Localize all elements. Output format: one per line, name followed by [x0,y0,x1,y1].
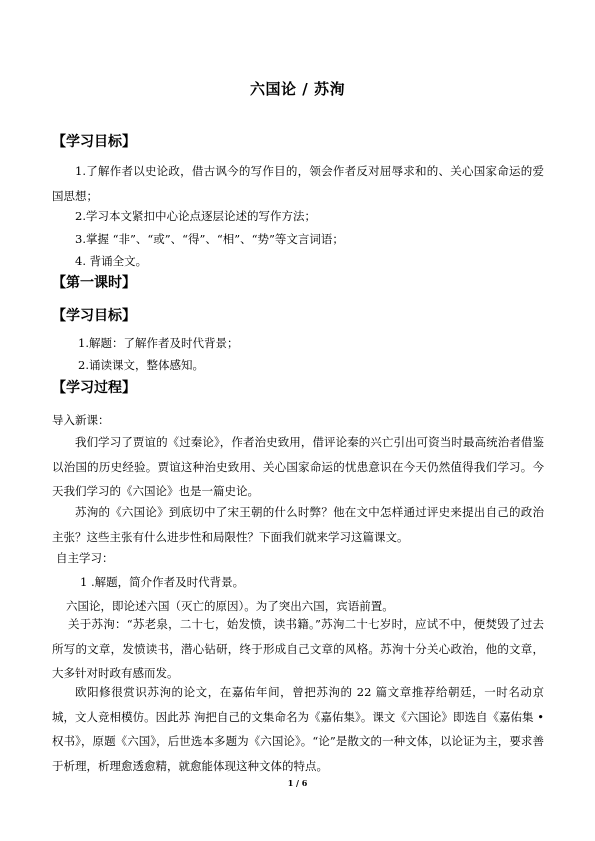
lesson-goals-heading: 【学习目标】 [52,308,136,324]
page-number: 1 / 6 [287,778,308,788]
paragraph-title-meaning: 六国论，即论述六国（灭亡的原因）。为了突出六国，宾语前置。 [66,599,394,613]
intro-paragraph-1: 我们学习了贾谊的《过秦论》，作者治史致用，借评论秦的兴亡引出可资当时最高统治者借鉴以治国的历史经验。贾谊这种治史致用、关心国家命运的忧患意识在今天仍然值得我们学习。今天我们学习的《六国论》也是一篇史论。 [52,435,544,498]
goal-item-1: 1.了解作者以史论政，借古讽今的写作目的，领会作者反对屈辱求和的、关心国家命运的爱国思想； [52,164,544,203]
lesson-goal-1: 1.解题：了解作者及时代背景； [78,336,239,350]
self-study-item: 1 .解题，简介作者及时代背景。 [80,575,245,589]
intro-label: 导入新课： [52,413,110,427]
section-heading-goals: 【学习目标】 [52,134,136,150]
paragraph-ouyang-xiu: 欧阳修很赏识苏洵的论文，在嘉佑年间，曾把苏洵的 22 篇文章推荐给朝廷，一时名动京城，文人竞相模仿。因此苏 洵把自己的文集命名为《嘉佑集》。课文《六国论》即选自《嘉佑集 • 权书》，原题《六国》，后世选本多题为《六国论》。“论”是散文的一种文体，以论证为主，要求善于析理，析理愈透愈精，就愈能体现这种文体的特点。 [52,685,544,773]
page-title: 六国论 / 苏洵 [250,80,345,98]
self-study-label: 自主学习： [56,551,114,565]
goal-item-2: 2.学习本文紧扣中心论点逐层论述的写作方法； [75,209,316,223]
intro-paragraph-2: 苏洵的《六国论》到底切中了宋王朝的什么时弊？他在文中怎样通过评史来提出自己的政治主张？这些主张有什么进步性和局限性？下面我们就来学习这篇课文。 [52,505,544,544]
goal-item-4: 4. 背诵全文。 [75,254,148,268]
paragraph-about-author: 关于苏洵：“苏老泉，二十七，始发愤，读书籍。”苏洵二十七岁时，应试不中，便焚毁了过去所写的文章，发愤读书，潜心钻研，终于形成自己文章的风格。苏洵十分关心政治，他的文章，大多针对时政有感而发。 [52,617,544,680]
process-heading: 【学习过程】 [52,380,136,396]
goal-item-3: 3.掌握 “非”、“或”、“得”、“相”、“势”等文言词语； [75,232,344,246]
lesson-goal-2: 2.诵读课文，整体感知。 [78,358,204,372]
lesson-heading: 【第一课时】 [52,275,136,291]
